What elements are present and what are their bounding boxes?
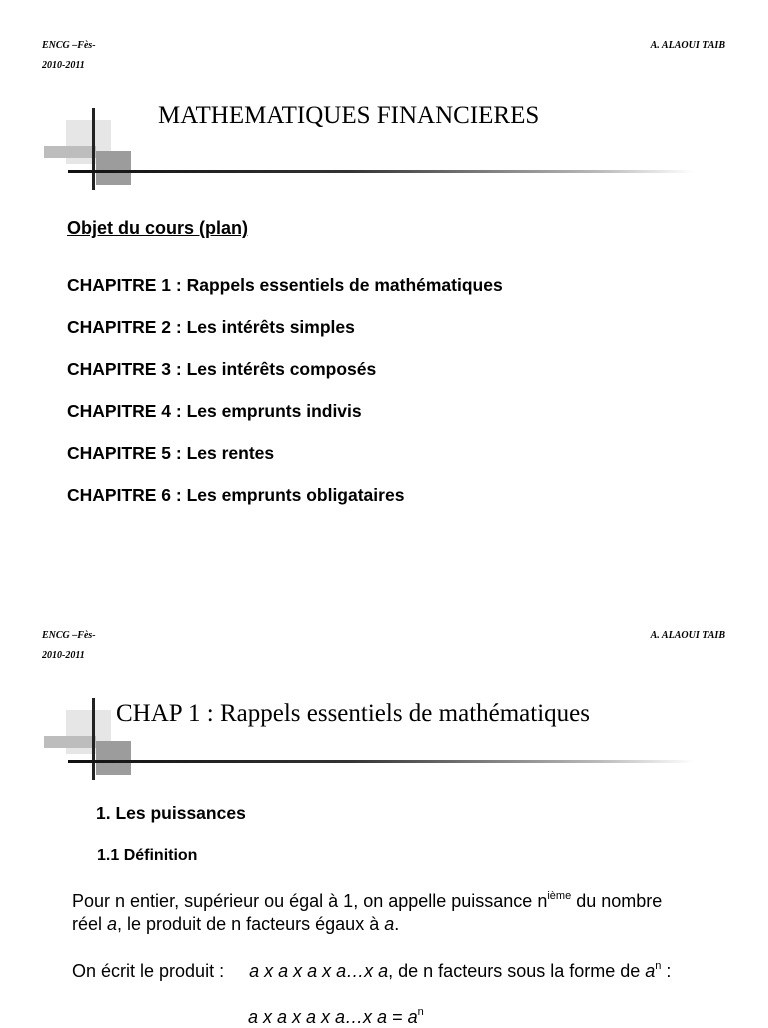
notation-text: : [661,961,672,981]
power-exponent: n [417,1006,424,1018]
deco-vertical-line [92,698,95,780]
plan-heading: Objet du cours (plan) [67,218,249,238]
section-heading: 1. Les puissances [96,803,246,823]
deco-square-mid [44,736,96,748]
definition-line-2 [72,913,662,936]
definition-text: réel [72,914,108,934]
slide-title: CHAP 1 : Rappels essentiels de mathématiques [116,700,590,727]
slide-title: MATHEMATIQUES FINANCIERES [158,102,540,129]
chapter-item-4: CHAPITRE 4 : Les emprunts indivis [67,401,362,421]
variable-a: a [107,914,118,934]
product-expression: a x a x a x a…x a [248,1007,388,1027]
definition-paragraph [72,890,662,936]
equals-sign: = [387,1007,408,1027]
deco-square-mid [44,146,96,158]
deco-horizontal-line [68,170,694,173]
header-year: 2010-2011 [42,650,85,661]
chapter-item-3: CHAPITRE 3 : Les intérêts composés [67,359,377,379]
header-author: A. ALAOUI TAIB [650,630,725,641]
notation-text: , de n facteurs sous la forme de [388,961,646,981]
header-year: 2010-2011 [42,60,85,71]
header-school: ENCG –Fès- [42,630,96,641]
deco-vertical-line [92,108,95,190]
notation-text: On écrit le produit : [72,961,250,981]
definition-text: du nombre [571,891,663,911]
power-formula [248,1007,424,1028]
subsection-heading: 1.1 Définition [97,847,198,864]
deco-square-dark [96,151,131,185]
deco-square-dark [96,741,131,775]
definition-text: , le produit de n facteurs égaux à [117,914,385,934]
slide-2 [0,590,768,1027]
deco-horizontal-line [68,760,694,763]
definition-text: Pour n entier, supérieur ou égal à 1, on appelle puissance n [72,891,548,911]
power-base: a [645,961,656,981]
definition-text: . [394,914,400,934]
chapter-item-2: CHAPITRE 2 : Les intérêts simples [67,317,355,337]
superscript-ieme: ième [547,890,572,902]
header-author: A. ALAOUI TAIB [650,40,725,51]
power-base: a [407,1007,418,1027]
chapter-item-5: CHAPITRE 5 : Les rentes [67,443,275,463]
variable-a: a [384,914,395,934]
chapter-item-1: CHAPITRE 1 : Rappels essentiels de mathématiques [67,275,503,295]
power-exponent: n [655,960,662,972]
chapter-item-6: CHAPITRE 6 : Les emprunts obligataires [67,485,405,505]
header-school: ENCG –Fès- [42,40,96,51]
notation-paragraph [72,960,671,983]
product-expression: a x a x a x a…x a [249,961,389,981]
definition-line-1 [72,890,662,913]
chapter-list [67,275,503,527]
